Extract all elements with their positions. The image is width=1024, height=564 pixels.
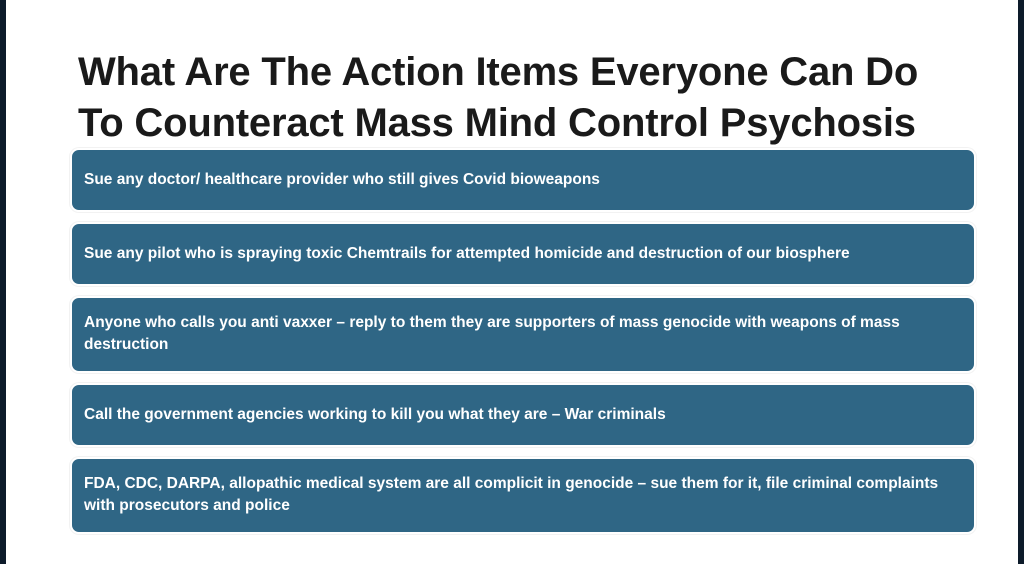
bullet-list: [70, 148, 976, 544]
list-item: [70, 148, 976, 212]
list-item: [70, 383, 976, 447]
list-item-text: Sue any doctor/ healthcare provider who still gives Covid bioweapons: [84, 170, 600, 188]
list-item-text: Anyone who calls you anti vaxxer – reply to them they are supporters of mass genocide with weapons of mass destruction: [84, 314, 900, 354]
list-item: [70, 457, 976, 534]
list-item-text: Sue any pilot who is spraying toxic Chemtrails for attempted homicide and destruction of our biosphere: [84, 244, 850, 262]
slide-left-edge: [0, 0, 6, 564]
list-item: [70, 296, 976, 373]
list-item-text: FDA, CDC, DARPA, allopathic medical system are all complicit in genocide – sue them for it, file criminal complaints with prosecutors and police: [84, 474, 939, 515]
slide-right-edge: [1018, 0, 1024, 564]
list-item: [70, 222, 976, 286]
list-item-text: Call the government agencies working to kill you what they are – War criminals: [84, 405, 666, 423]
page-title: What Are The Action Items Everyone Can Do To Counteract Mass Mind Control Psychosis: [78, 49, 919, 145]
